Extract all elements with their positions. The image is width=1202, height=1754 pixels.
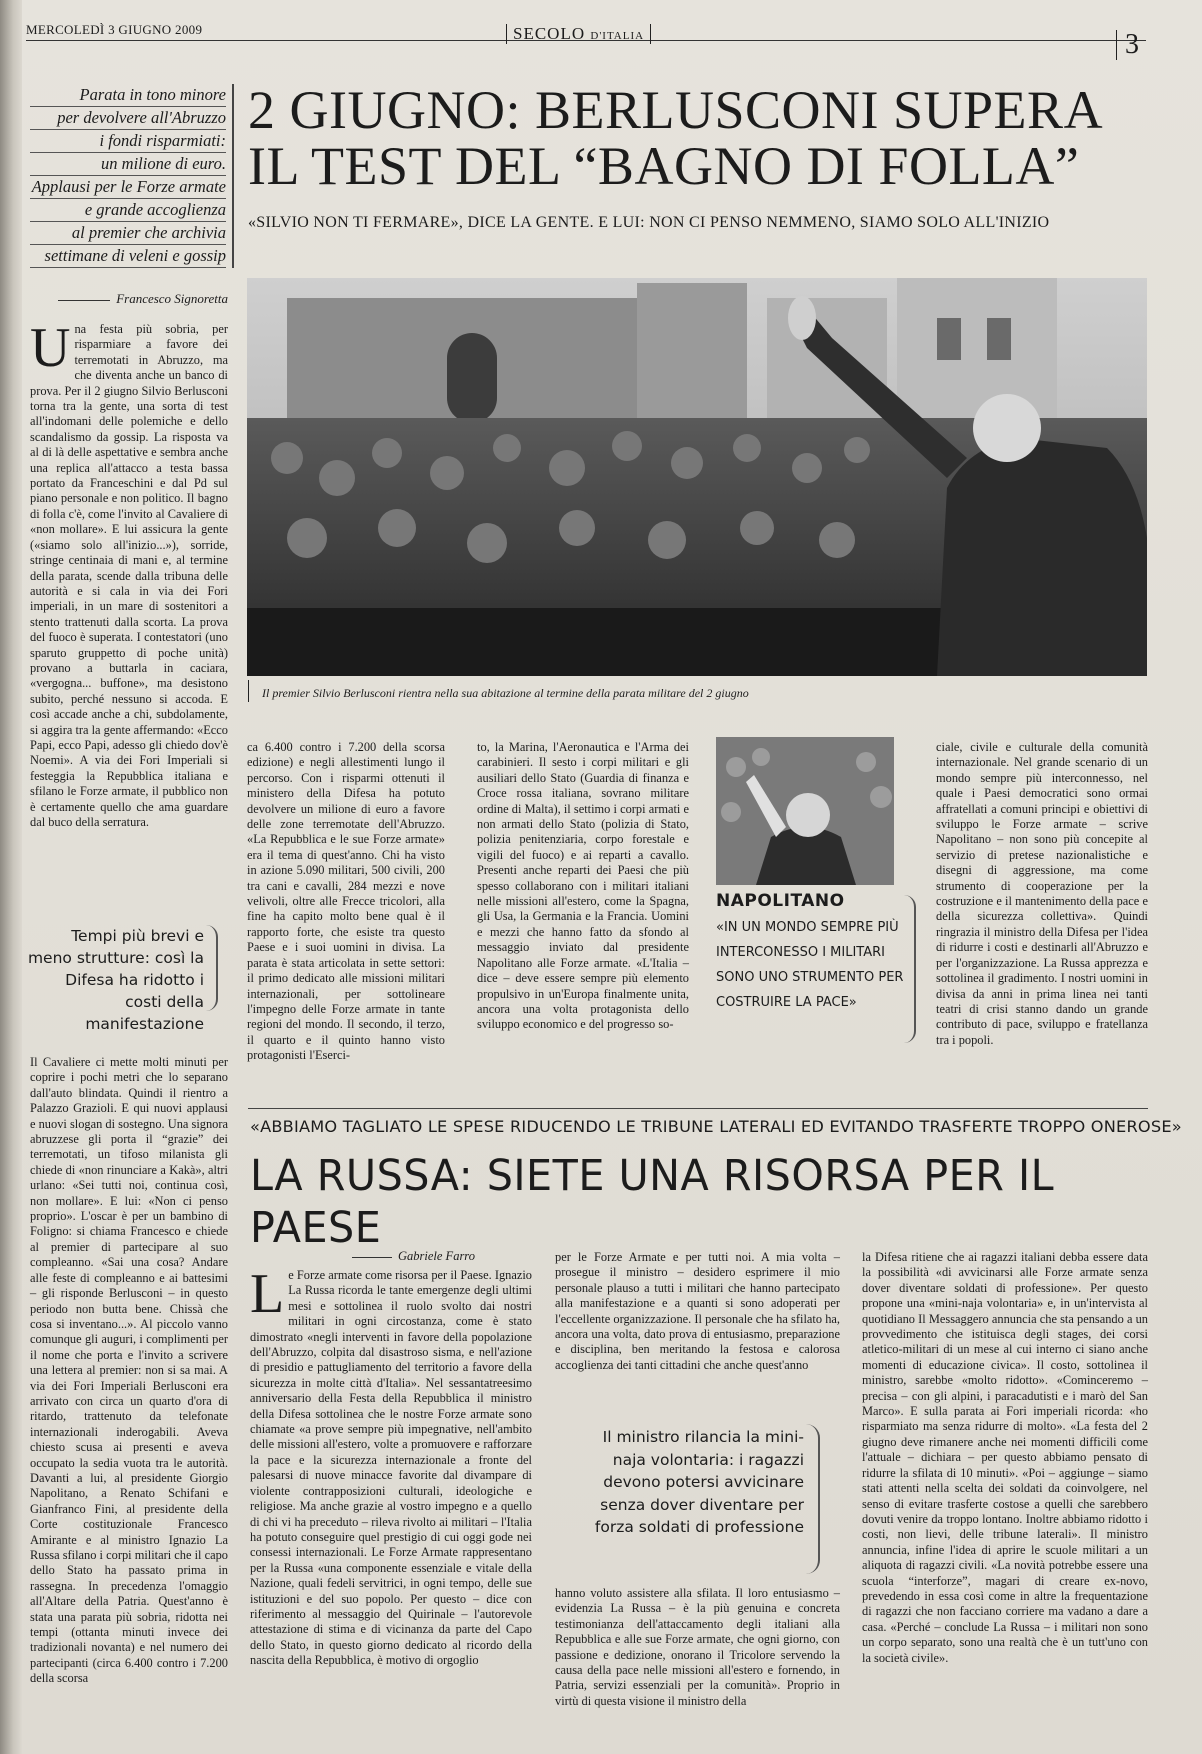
main-col-2 <box>247 740 445 1064</box>
second-col-1-text: e Forze armate come risorsa per il Paese. Ignazio La Russa ricorda le tante emergenze degli ultimi mesi e sottolinea il ruolo svolto dai nostri militari in ogni circostanza, come è stato dimostrato «negli interventi in favore della popolazione dell'Abruzzo, colpita dal disastroso sisma, e nell'azione di presidio e pattugliamento del territorio a favore della sicurezza in molte città d'Italia». Nel sessantatreesimo anniversario della Festa della Repubblica il ministro della Difesa sottolinea che le nostre Forze armate sono chiamate «a prove sempre più impegnative, nell'ambito delle missioni all'estero, volte a promuovere e rafforzare la pace e la sicurezza internazionale a fronte del palesarsi di nuove minacce favorite dal divampare di violente contrapposizioni culturali, ideologiche e religiose. Ma anche grazie al vostro impegno e a quello di chi vi ha preceduto – rileva rivolto ai militari – l'Italia ha potuto conseguire quel prestigio di cui oggi gode nei consessi internazionali. Le Forze Armate rappresentano per la Russa «una componente essenziale e vitale della Nazione, quali fedeli servitrici, in ogni tempo, delle sue istituzioni e del suo popolo. Per questo – dice con riferimento al messaggio del Quirinale – l'autorevole attestazione di stima e di vicinanza da parte del Capo dello Stato, in questo giorno dedicato al ricordo della nascita della Repubblica, è motivo di orgoglio <box>250 1268 532 1668</box>
second-pull-quote: Il ministro rilancia la mini-naja volontaria: i ragazzi devono potersi avvicinare senza dover diventare per forza soldati di professione <box>594 1428 804 1536</box>
kicker-line: settimane di veleni e gossip <box>30 245 226 268</box>
kicker-line: per devolvere all'Abruzzo <box>30 107 226 130</box>
second-dropcap: L <box>250 1263 285 1325</box>
napolitano-box <box>716 891 912 1015</box>
main-headline <box>248 82 1168 194</box>
pull-quote-brace <box>206 925 218 1011</box>
second-byline: Gabriele Farro <box>400 1249 540 1264</box>
second-col-2b-text: hanno voluto assistere alla sfilata. Il loro entusiasmo – evidenzia La Russa – è la più genuina e concreta testimonianza dell'attaccamento degli italiani alla Repubblica e alle sue Forze armate, che ogni giorno, con passione e dedizione, onorano il Tricolore servendo la causa della pace nelle missioni all'estero e fornendo, in Patria, servizi essenziali per la comunità». Proprio in virtù di questa visione il ministro della <box>555 1586 840 1708</box>
headline-line-2: IL TEST DEL “BAGNO DI FOLLA” <box>248 136 1080 196</box>
napolitano-name: NAPOLITANO <box>716 891 845 911</box>
main-col-3 <box>477 740 689 1033</box>
main-col-4-text: ciale, civile e culturale della comunità internazionale. Nel grande scenario di un mondo sempre più interconnesso, nel quale i Paesi democratici sono ormai affratellati a comuni principi e obiettivi di sviluppo le Forze armate – scrive Napolitano – non sono più concepite al servizio di pretese nazionalistiche e disegni di aggressione, ma come strumento di cooperazione per la costruzione e il mantenimento della pace e della sicurezza collettiva». Quindi ringrazia il ministro della Difesa per l'idea di ridurre i costi e destinarli all'Abruzzo e per l'organizzazione. La Russa apprezza e sottolinea il gradimento. I nostri uomini in divisa da anni in prima linea nei tanti teatri di crisi stanno dando un grande contributo di pace, sviluppo e fratellanza tra i popoli. <box>936 740 1148 1047</box>
page-number: 3 <box>1116 30 1147 60</box>
kicker-line: i fondi risparmiati: <box>30 130 226 153</box>
second-col-3-text: la Difesa ritiene che ai ragazzi italiani debba essere data la possibilità «di avvicinarsi alle Forze armate senza dover diventare soldati di professione». Per questo propone una «mini-naja volontaria» e, in un'intervista al quotidiano Il Messaggero annuncia che sta pensando a un provvedimento che istituisca degli stages, dei corsi atletico-militari di un mese al cui interno ci siano anche momenti di educazione civica». Il costo, sottolinea il ministro, sarebbe «molto ridotto». «Cominceremo – precisa – con gli alpini, i paracadutisti e i marò del San Marco». E sulla parata ai Fori imperiali ricorda: «ho risparmiato ma senza ridurre di molto». «La festa del 2 giugno deve rimanere anche nei momenti difficili come l'attuale – dichiara – per questo abbiamo pensato di ridurre la sfilata di 10 minuti». «Poi – aggiunge – siamo stati attenti nella scelta dei soldati da coinvolgere, nel senso di evitare trasferte costose a quelli che sarebbero dovuti venire da troppo lontano. Inoltre abbiamo ridotto i costi, non lievi, delle tribune laterali». Il ministro annuncia, infine l'idea di aprire le scuole militari a un aliquota di ragazzi civili. «La novità potrebbe essere una scuola “interforze”, magari di creare ex-novo, prevedendo in essa così come in altre la frequentazione di ragazzi che non facciano corriere ma vadano a dare a casa. «Perché – conclude La Russa – i militari non sono un corpo separato, sono una realtà che è un tutt'uno con la società civile». <box>862 1250 1148 1665</box>
main-col-1b-text: Il Cavaliere ci mette molti minuti per coprire i pochi metri che lo separano dall'auto blindata. Quindi il rientro a Palazzo Grazioli. E qui nuovi applausi e nuovi slogan di sostegno. Una signora abruzzese gli porta il “grazie” dei terremotati, un tifoso milanista gli chiede di «non rinunciare a Kakà», altri urlano: «Sei tutti noi, continua così, non mollare». E lui: «Non ci penso proprio». L'oscar è per un bambino di Foligno: si chiama Francesco e chiede al premier di partecipare al suo compleanno. «Sai una cosa? Andare alle feste di compleanno e ai battesimi – gli risponde Berlusconi – in questo periodo non butta bene. Chissà che cosa si inventano...». Al piccolo vanno comunque gli auguri, i complimenti per il nome che porta e l'invito a scrivere una lettera al premier: non si sa mai. A via dei Fori Imperiali Berlusconi era arrivato con circa un quarto d'ora di ritardo, trattenuto da telefonate internazionali inderogabili. Aveva chiesto scusa ai presenti e aveva occupato la sedia vuota tra le autorità. Davanti a lui, al presidente Giorgio Napolitano, a Renato Schifani e Gianfranco Fini, al presidente della Corte costituzionale Francesco Amirante e al ministro Ignazio La Russa sfilano i corpi militari che il capo dello Stato ha passato prima in rassegna. In precedenza l'omaggio all'Altare della Patria. Quest'anno è stata una parata più sobria, ridotta nei tempi (ottanta minuti invece dei tradizionali novanta) e nel numero dei partecipanti (circa 6.400 contro i 7.200 della scorsa <box>30 1055 228 1686</box>
crowd-photo <box>247 278 1147 676</box>
main-subhead: «SILVIO NON TI FERMARE», DICE LA GENTE. E LUI: NON CI PENSO NEMMENO, SIAMO SOLO ALL'INIZIO <box>248 214 1050 231</box>
main-col-2-text: ca 6.400 contro i 7.200 della scorsa edizione) e negli allestimenti lungo il percorso. Con i risparmi ottenuti il ministero della Difesa ha potuto devolvere un milione di euro a favore delle zone terremotate dell'Abruzzo. «La Repubblica e le sue Forze armate» era il tema di quest'anno. Chi ha visto in azione 5.090 militari, 500 civili, 200 tra cani e cavalli, 284 mezzi e nove velivoli, oltre alle Frecce tricolori, alla fine ha capito molto bene qual è il rapporto forte, che esiste tra questo Paese e i suoi uomini in divisa. La parata è stata articolata in sette settori: il primo dedicato alle missioni militari internazionali, per sottolineare l'impegno delle Forze armate in tante regioni del mondo. Il secondo, il terzo, il quarto e il quinto hanno visto protagonisti l'Eserci- <box>247 740 445 1063</box>
kicker-line: e grande accoglienza <box>30 199 226 222</box>
main-col-4 <box>936 740 1148 1048</box>
headline-line-1: 2 GIUGNO: BERLUSCONI SUPERA <box>248 80 1104 140</box>
newspaper-name-main: SECOLO <box>513 24 586 43</box>
main-kicker <box>30 84 234 268</box>
second-col-3 <box>862 1250 1148 1666</box>
main-byline: Francesco Signoretta <box>52 291 228 307</box>
issue-date: MERCOLEDÌ 3 GIUGNO 2009 <box>26 22 203 37</box>
second-headline: LA RUSSA: SIETE UNA RISORSA PER IL PAESE <box>250 1151 1055 1253</box>
second-col-2-text: per le Forze Armate e per tutti noi. A mia volta – prosegue il ministro – desidero esprimere il mio personale plauso a tutti i militari che hanno partecipato alla manifestazione e a quanti si sono adoperati per l'eccellente organizzazione. Il personale che ha sfilato ha, ancora una volta, dato prova di entusiasmo, preparazione e disciplina, ben meritando la festosa e calorosa accoglienza dei tanti cittadini che anche quest'anno <box>555 1250 840 1372</box>
second-pull-brace <box>806 1424 820 1574</box>
main-col-1 <box>30 317 228 830</box>
main-col-1-text: na festa più sobria, per risparmiare a favore dei terremotati in Abruzzo, ma che diventa anche un banco di prova. Per il 2 giugno Silvio Berlusconi torna tra la gente, una sorta di test all'indomani delle polemiche e dello scandalismo da gossip. La risposta va al di là delle aspettative e sembra anche una replica all'attacco a testa bassa portato da Franceschini e dal Pd sul piano personale e non politico. Il bagno di folla c'è, come l'invito al Cavaliere di «non mollare». E lui assicura la gente («siamo solo all'inizio...»), sorride, stringe centinaia di mani e, al termine della parata, scende dalla tribuna delle autorità e si cala in via dei Fori imperiali, in un mare di sostenitori a stento trattenuti dalla scorta. La prova del fuoco è superata. I contestatori (uno sparuto gruppetto di poche unità) provano a buttarla in caciara, «vergogna... buffone», ma desistono subito, perché nessuno si accoda. E così accade anche a chi, subdolamente, si aggira tra la gente affermando: «Ecco Papi, ecco Papi, adesso gli chiedo dov'è Noemi». A via dei Fori Imperiali si festeggia la Repubblica italiana e sfilano le Forze armate, il pubblico non è certamente quello che ama guardare dal buco della serratura. <box>30 322 228 829</box>
napolitano-quote: «IN UN MONDO SEMPRE PIÙ INTERCONESSO I MILITARI SONO UNO STRUMENTO PER COSTRUIRE LA PACE» <box>716 920 904 1010</box>
newspaper-name-small: D'ITALIA <box>590 30 645 42</box>
kicker-line: un milione di euro. <box>30 153 226 176</box>
main-col-3-text: to, la Marina, l'Aeronautica e l'Arma dei carabinieri. Il sesto i corpi militari e gli ausiliari dello Stato (Guardia di finanza e Croce rossa italiana, sovrano militare ordine di Malta), il settimo i corpi armati e non armati dello Stato (polizia di Stato, polizia penitenziaria, corpo forestale e vigili del fuoco) e ai reparti a cavallo. Presenti anche reparti dei Paesi che più spesso collaborano con i militari italiani nelle missioni all'estero, come la Spagna, gli Usa, la Germania e la Francia. Uomini e mezzi che hanno fatto da sfondo al messaggio inviato dal presidente Napolitano alle Forze armate. «L'Italia – dice – deve essere sempre più elemento propulsivo in un'Europa finalmente unita, ancora una volta protagonista dello sviluppo economico e del progresso so- <box>477 740 689 1032</box>
kicker-line: al premier che archivia <box>30 222 226 245</box>
second-kicker: «ABBIAMO TAGLIATO LE SPESE RIDUCENDO LE TRIBUNE LATERALI ED EVITANDO TRASFERTE TROPPO ONEROSE» <box>250 1117 1182 1136</box>
second-article-rule <box>248 1108 1148 1109</box>
second-col-2 <box>555 1250 840 1373</box>
kicker-line: Applausi per le Forze armate <box>30 176 226 199</box>
kicker-line: Parata in tono minore <box>30 84 226 107</box>
main-pull-quote: Tempi più brevi e meno strutture: così la Difesa ha ridotto i costi della manifestazione <box>27 927 204 1033</box>
page-spine <box>0 0 22 1754</box>
main-col-1b <box>30 1055 228 1687</box>
photo-caption: Il premier Silvio Berlusconi rientra nella sua abitazione al termine della parata militare del 2 giugno <box>262 686 1142 701</box>
newspaper-name <box>506 24 651 44</box>
main-dropcap: U <box>30 317 71 379</box>
second-col-2b <box>555 1586 840 1709</box>
second-col-1 <box>250 1263 532 1669</box>
napolitano-brace <box>904 895 916 1043</box>
napolitano-photo <box>716 737 894 885</box>
